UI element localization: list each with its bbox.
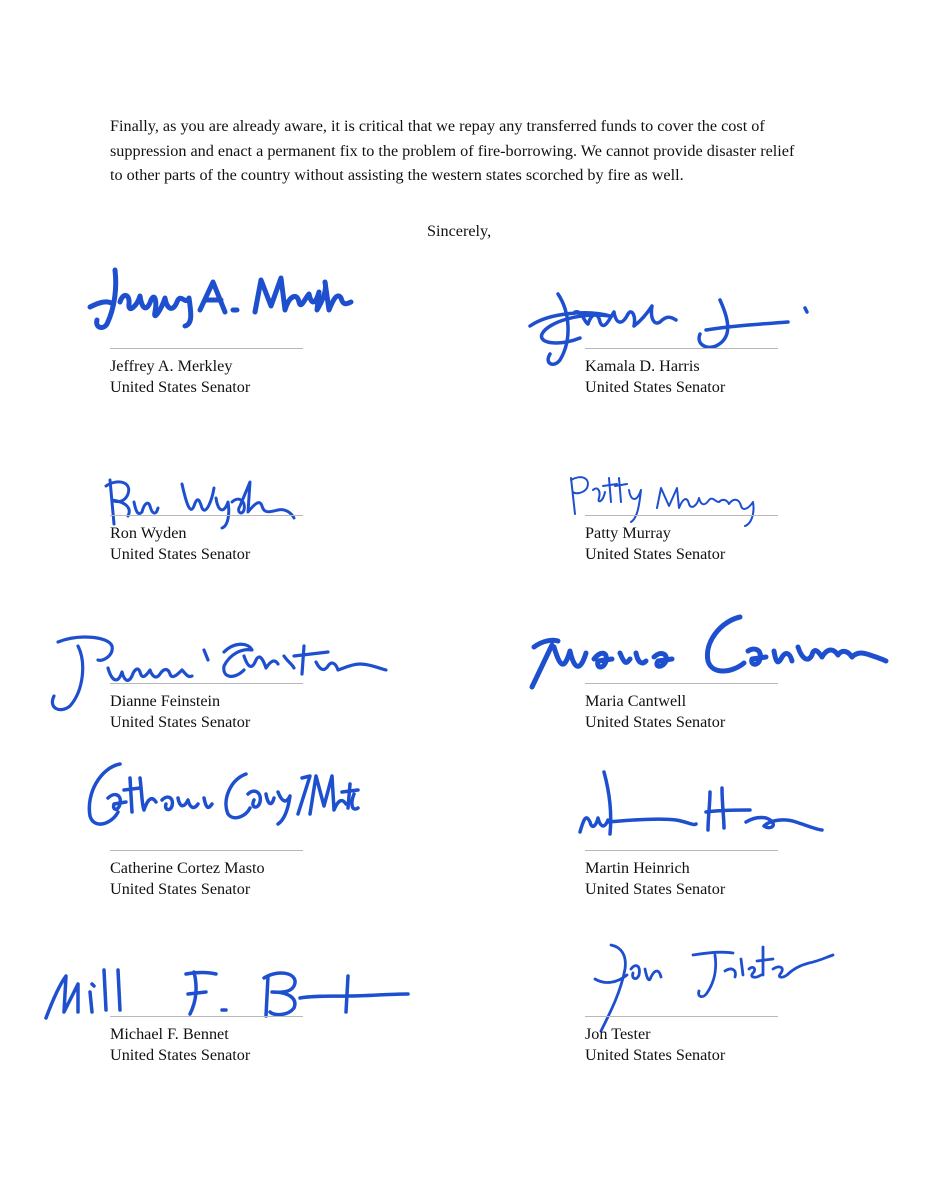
signatory-harris [585, 348, 785, 418]
signatory-name: Jeffrey A. Merkley [110, 357, 233, 375]
signature-line [110, 850, 303, 851]
signature-merkley [85, 262, 360, 337]
signatory-name: Martin Heinrich [585, 859, 690, 877]
signatory-name: Catherine Cortez Masto [110, 859, 265, 877]
signatory-title: United States Senator [110, 880, 251, 898]
signatory-title: United States Senator [110, 378, 251, 396]
body-paragraph: Finally, as you are already aware, it is critical that we repay any transferred funds to cover the cost of suppression and enact a permanent fix to the problem of fire-borrowing. We cannot provide disaster relief to other parts of the country without assisting the western states scorched by fire as well. [110, 117, 795, 184]
signatory-cortez-masto [110, 850, 310, 920]
signatory-cantwell [585, 683, 785, 753]
signatory-title: United States Senator [585, 713, 726, 731]
signature-line [585, 348, 778, 349]
signatory-title: United States Senator [585, 545, 726, 563]
signatory-title: United States Senator [110, 545, 251, 563]
signature-line [110, 515, 303, 516]
signature-line [585, 515, 778, 516]
signature-line [585, 683, 778, 684]
signatory-name: Kamala D. Harris [585, 357, 700, 375]
signature-line [585, 850, 778, 851]
signatory-heinrich [585, 850, 785, 920]
signatory-title: United States Senator [110, 1046, 251, 1064]
signatory-name: Jon Tester [585, 1025, 651, 1043]
closing-salutation: Sincerely, [427, 222, 492, 240]
signature-line [110, 683, 303, 684]
signatory-name: Michael F. Bennet [110, 1025, 229, 1043]
signature-cortez-masto [78, 754, 363, 839]
signatory-murray [585, 515, 785, 585]
signatory-title: United States Senator [585, 880, 726, 898]
signatory-feinstein [110, 683, 310, 753]
signatory-title: United States Senator [585, 1046, 726, 1064]
signatory-tester [585, 1016, 785, 1086]
signatory-name: Dianne Feinstein [110, 692, 221, 710]
signatory-name: Ron Wyden [110, 524, 187, 542]
signatory-title: United States Senator [110, 713, 251, 731]
signature-line [110, 1016, 303, 1017]
signatory-merkley [110, 348, 310, 418]
signatory-title: United States Senator [585, 378, 726, 396]
signature-line [585, 1016, 778, 1017]
signatory-bennet [110, 1016, 310, 1086]
signatory-name: Maria Cantwell [585, 692, 687, 710]
signature-line [110, 348, 303, 349]
signatory-wyden [110, 515, 310, 585]
signature-heinrich [570, 764, 840, 844]
signatory-name: Patty Murray [585, 524, 671, 542]
